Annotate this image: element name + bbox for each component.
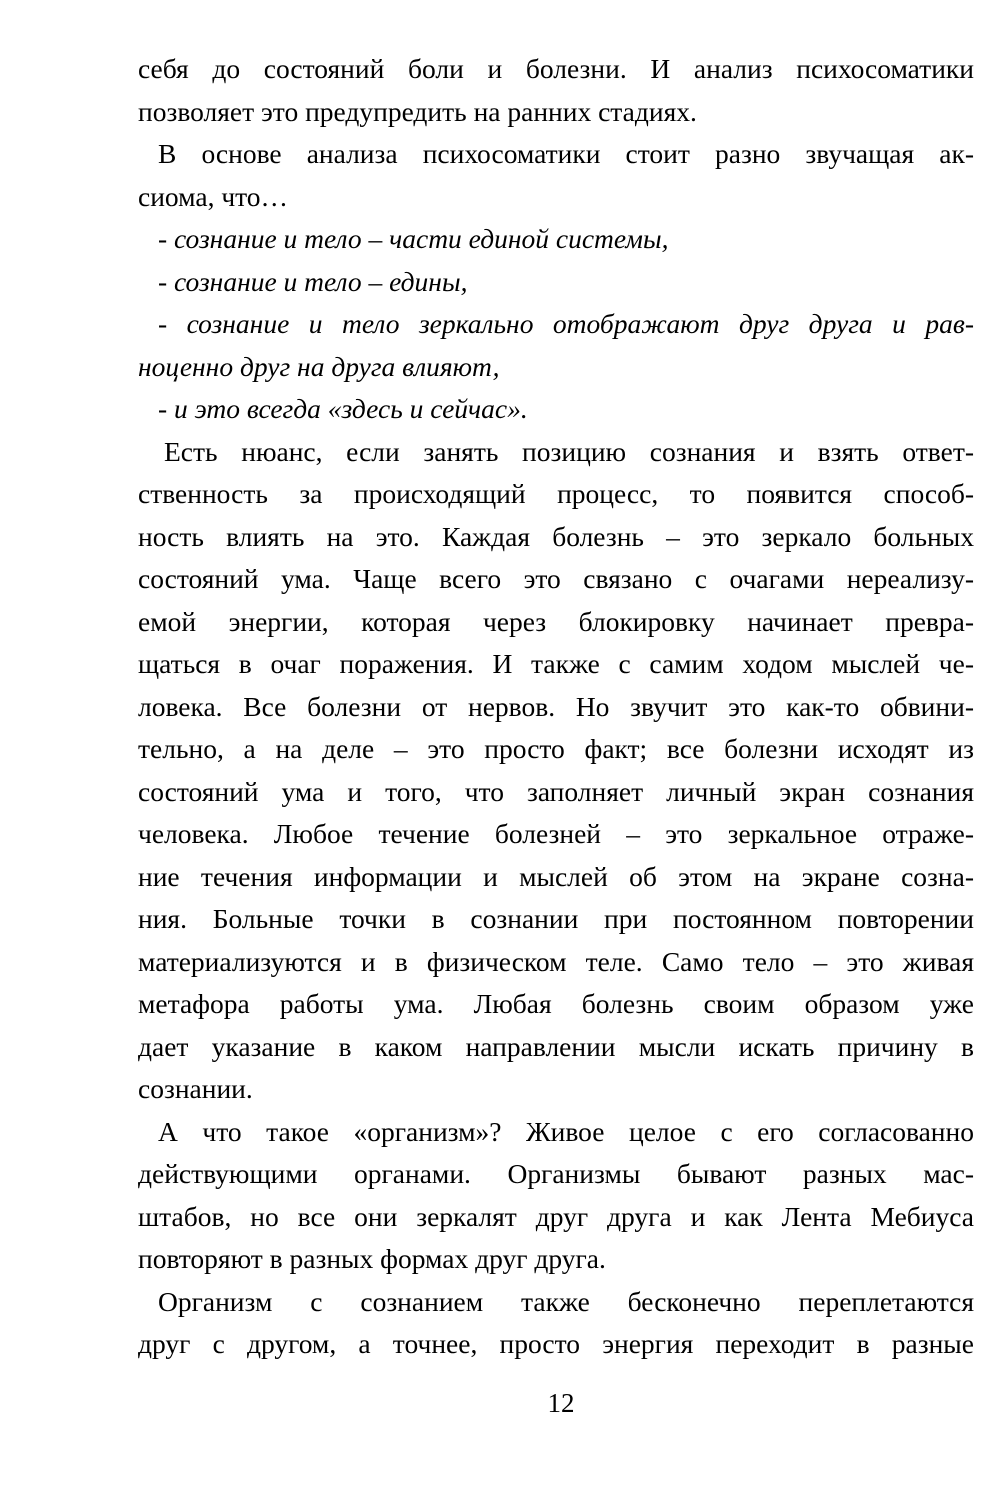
paragraph-first-line: Есть нюанс, если занять позицию сознания и взять ответ- [164, 435, 974, 467]
list-item: - и это всегда «здесь и сейчас». [158, 393, 528, 424]
list-item: - сознание и тело – части единой системы, [158, 223, 669, 254]
text-line: сознании. [138, 1073, 253, 1104]
text-line: ния. Больные точки в сознании при постоянном повторении [138, 903, 974, 934]
text-line: метафора работы ума. Любая болезнь своим образом уже [138, 988, 974, 1019]
text-line: емой энергии, которая через блокировку начинает превра- [138, 605, 974, 637]
text-line: ность влиять на это. Каждая болезнь – это зеркало больных [138, 520, 974, 552]
text-line: ловека. Все болезни от нервов. Но звучит это как-то обвини- [138, 690, 974, 722]
text-line: щаться в очаг поражения. И также с самим ходом мыслей че- [138, 648, 974, 679]
text-line: состояний ума и того, что заполняет личный экран сознания [138, 775, 974, 807]
list-item-continuation: ноценно друг на друга влияют, [138, 350, 500, 382]
text-line: друг с другом, а точнее, просто энергия переходит в разные [138, 1328, 974, 1359]
text-line: тельно, а на деле – это просто факт; все болезни исходят из [138, 733, 974, 764]
text-line: человека. Любое течение болезней – это зеркальное отраже- [138, 818, 974, 849]
page-body [138, 48, 974, 1366]
paragraph-first-line: Организм с сознанием также бесконечно переплетаются [158, 1285, 974, 1317]
text-line: дает указание в каком направлении мысли искать причину в [138, 1030, 974, 1062]
text-line: ственность за происходящий процесс, то появится способ- [138, 478, 974, 509]
page-number: 12 [547, 1388, 575, 1418]
text-line: позволяет это предупредить на ранних стадиях. [138, 95, 697, 127]
list-item: - сознание и тело – едины, [158, 265, 468, 297]
list-item: - сознание и тело зеркально отображают друг друга и рав- [158, 308, 974, 339]
text-line: себя до состояний боли и болезни. И анализ психосоматики [138, 53, 974, 84]
text-line: действующими органами. Организмы бывают разных мас- [138, 1158, 974, 1189]
text-line: ние течения информации и мыслей об этом на экране созна- [138, 860, 974, 892]
text-line: состояний ума. Чаще всего это связано с очагами нереализу- [138, 563, 974, 594]
text-line: повторяют в разных формах друг друга. [138, 1243, 606, 1274]
text-line: сиома, что… [138, 180, 289, 212]
paragraph-first-line: В основе анализа психосоматики стоит разно звучащая ак- [158, 138, 974, 169]
paragraph-first-line: А что такое «организм»? Живое целое с его согласованно [158, 1115, 974, 1147]
text-line: штабов, но все они зеркалят друг друга и как Лента Мебиуса [138, 1200, 974, 1232]
text-line: материализуются и в физическом теле. Само тело – это живая [138, 945, 974, 977]
